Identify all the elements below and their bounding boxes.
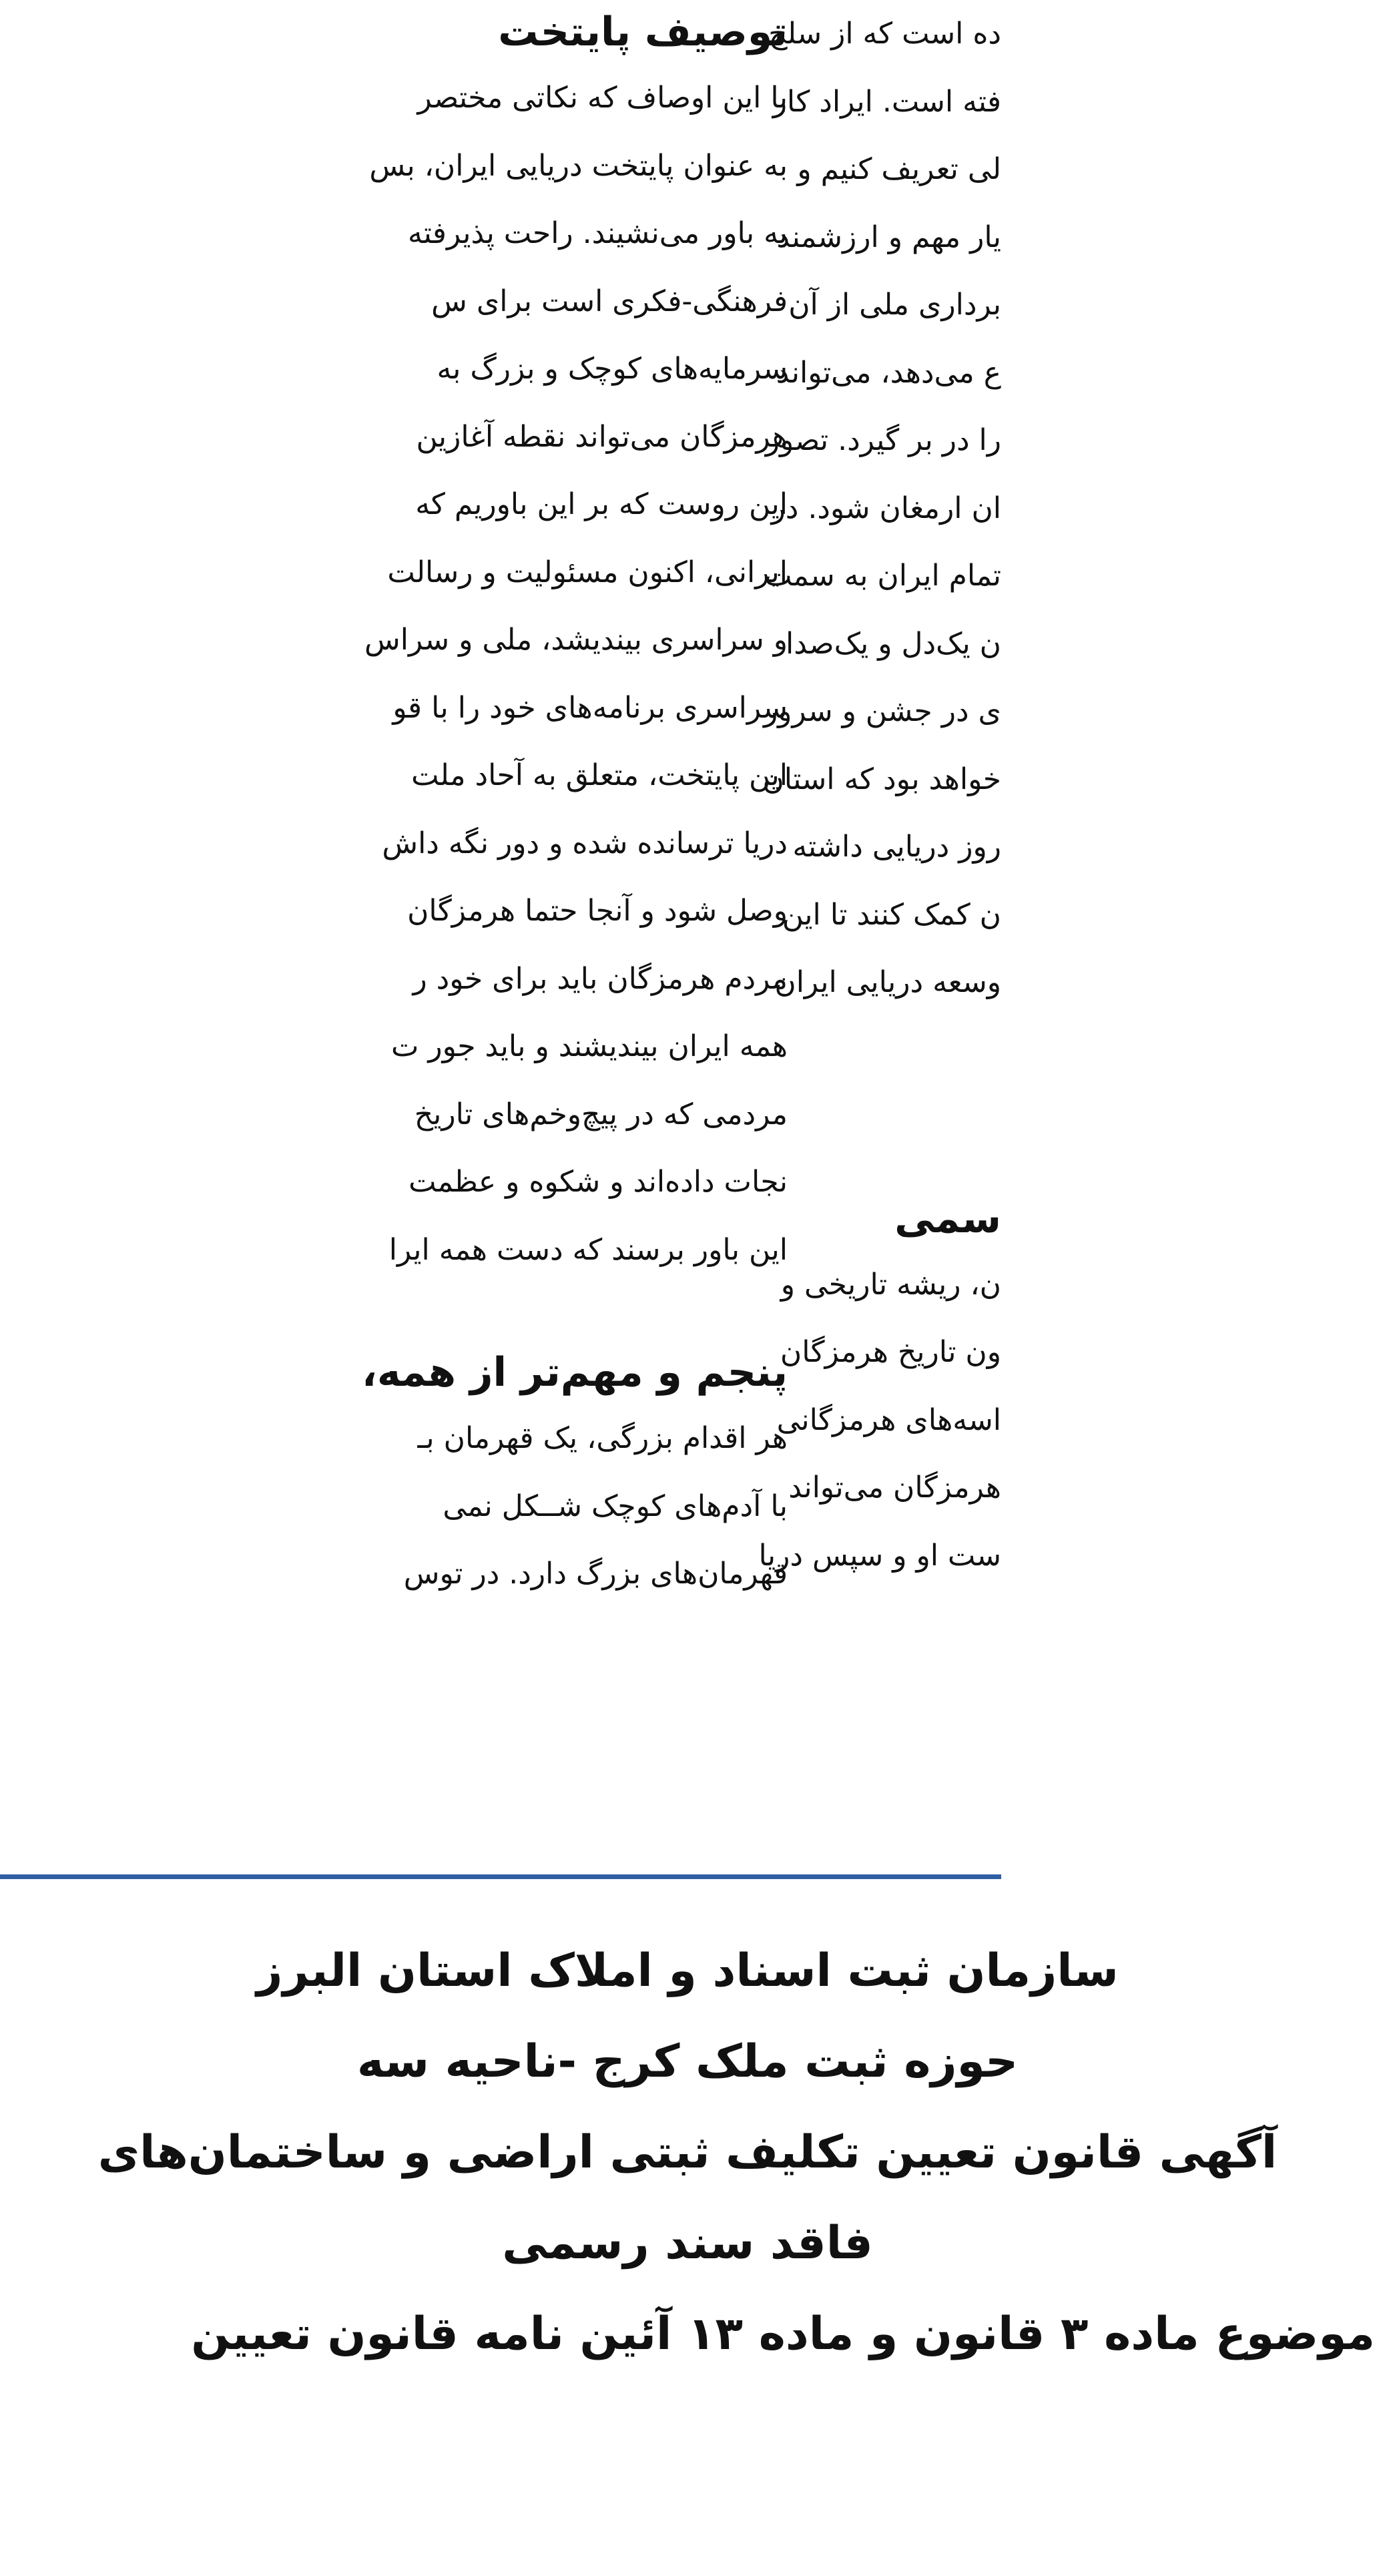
text-line: دریا ترسانده شده و دور نگه داش: [382, 826, 788, 860]
section-divider: [0, 1874, 1001, 1879]
text-line: وصل شود و آنجا حتما هرمزگان: [407, 894, 788, 928]
text-line: ع می‌دهد، می‌تواند: [776, 355, 1001, 390]
text-line: قهرمان‌های بزرگ دارد. در توس: [403, 1557, 788, 1591]
text-line: هرمزگان می‌تواند: [788, 1471, 1001, 1505]
text-line: ان ارمغان شود. در: [771, 491, 1001, 525]
text-line: نجات داده‌اند و شکوه و عظمت: [408, 1165, 788, 1199]
text-line: ده است که از سلخ: [768, 17, 1001, 51]
text-line: اسه‌های هرمزگانی: [776, 1402, 1001, 1437]
section-heading: توصیف پایتخت: [498, 9, 788, 55]
text-line: هر اقدام بزرگی، یک قهرمان بـ: [417, 1421, 788, 1455]
text-line: مردمی که در پیچ‌وخم‌های تاریخ: [414, 1097, 788, 1131]
text-line: ی در جشن و سرور: [763, 694, 1001, 728]
text-line: ون تاریخ هرمزگان: [780, 1335, 1001, 1369]
text-line: این پایتخت، متعلق به آحاد ملت: [411, 758, 788, 792]
text-line: فرهنگی-فکری است برای س: [431, 284, 788, 318]
text-line: ست او و سپس دریا: [758, 1538, 1001, 1573]
paragraph: [334, 0, 1001, 1017]
text-line: با این اوصاف که نکاتی مختصر: [417, 81, 788, 115]
section-subheading: سمی: [894, 1195, 1001, 1242]
text-line: و سراسری بیندیشد، ملی و سراس: [364, 623, 788, 657]
text-line: ن کمک کنند تا این: [782, 897, 1001, 932]
registry-notice: [0, 1879, 1375, 2576]
text-line: سرمایه‌های کوچک و بزرگ به: [437, 352, 788, 386]
notice-line: موضوع ماده ۳ قانون و ماده ۱۳ آئین نامه قانون تعیین: [191, 2308, 1375, 2360]
text-line: به عنوان پایتخت دریایی ایران، بس: [369, 148, 788, 183]
text-line: را در بر گیرد. تصور: [765, 423, 1001, 457]
notice-line: فاقد سند رسمی: [502, 2217, 873, 2270]
text-line: خواهد بود که استان: [762, 762, 1001, 796]
section-subheading: پنجم و مهم‌تر از همه،: [362, 1349, 788, 1396]
text-line: مردم هرمزگان باید برای خود ر: [412, 961, 788, 996]
notice-line: آگهی قانون تعیین تکلیف ثبتی اراضی و ساختمان‌های: [97, 2126, 1278, 2179]
text-line: همه ایران بیندیشند و باید جور ت: [390, 1029, 788, 1063]
text-line: سراسری برنامه‌های خود را با قو: [392, 690, 788, 725]
article-right-column: [604, 0, 1001, 1856]
text-line: ایرانی، اکنون مسئولیت و رسالت: [387, 555, 788, 589]
text-line: وسعه دریایی ایران: [774, 965, 1001, 999]
text-line: یار مهم و ارزشمند: [776, 220, 1001, 254]
text-line: این روست که بر این باوریم که: [415, 487, 788, 521]
notice-line: حوزه ثبت ملک کرج -ناحیه سه: [356, 2035, 1019, 2088]
text-line: با آدم‌های کوچک شــکل نمی‌: [443, 1489, 788, 1523]
text-line: تمام ایران به سمت: [764, 559, 1001, 593]
text-line: فته است. ایراد کار: [772, 84, 1001, 119]
text-line: لی تعریف کنیم و: [797, 152, 1001, 186]
text-line: روز دریایی داشته: [792, 830, 1001, 864]
text-line: برداری ملی از آن: [788, 288, 1001, 322]
text-line: ن، ریشه تاریخی و: [780, 1267, 1001, 1302]
text-line: هرمزگان می‌تواند نقطه آغازین: [416, 419, 788, 454]
paragraph: [334, 1251, 1001, 1590]
text-line: ن یک‌دل و یک‌صدا: [785, 626, 1001, 661]
text-line: به باور می‌نشیند. راحت پذیرفته: [408, 216, 788, 250]
text-line: این باور برسند که دست همه ایرا: [388, 1232, 788, 1267]
notice-line: سازمان ثبت اسناد و املاک استان البرز: [256, 1945, 1119, 1997]
